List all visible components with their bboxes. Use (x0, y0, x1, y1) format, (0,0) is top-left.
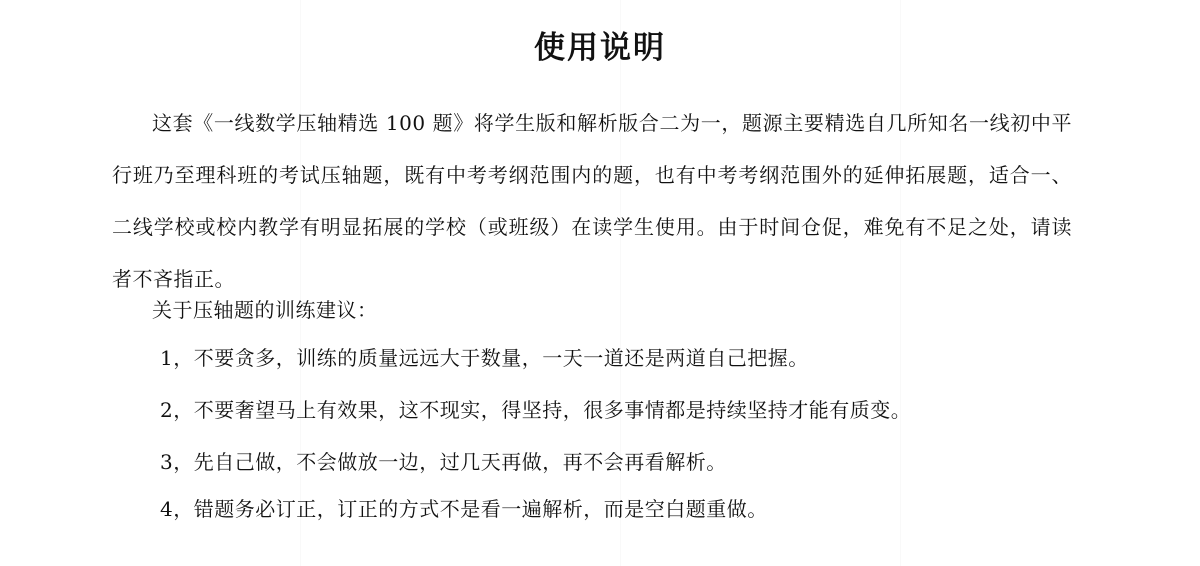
advice-item-3: 3，先自己做，不会做放一边，过几天再做，再不会再看解析。 (160, 450, 727, 474)
advice-item-1: 1，不要贪多，训练的质量远远大于数量，一天一道还是两道自己把握。 (160, 346, 809, 370)
intro-paragraph: 这套《一线数学压轴精选 100 题》将学生版和解析版合二为一，题源主要精选自几所知名一线初中平行班乃至理科班的考试压轴题，既有中考考纲范围内的题，也有中考考纲范围外的延伸拓展题，适合一、二线学校或校内教学有明显拓展的学校（或班级）在读学生使用。由于时间仓促，难免有不足之处，请读者不吝指正。 (112, 111, 1072, 291)
advice-item-2: 2，不要奢望马上有效果，这不现实，得坚持，很多事情都是持续坚持才能有质变。 (160, 398, 912, 422)
advice-heading: 关于压轴题的训练建议： (152, 298, 378, 322)
advice-item-4: 4，错题务必订正，订正的方式不是看一遍解析，而是空白题重做。 (160, 497, 768, 521)
document-title: 使用说明 (534, 30, 666, 66)
